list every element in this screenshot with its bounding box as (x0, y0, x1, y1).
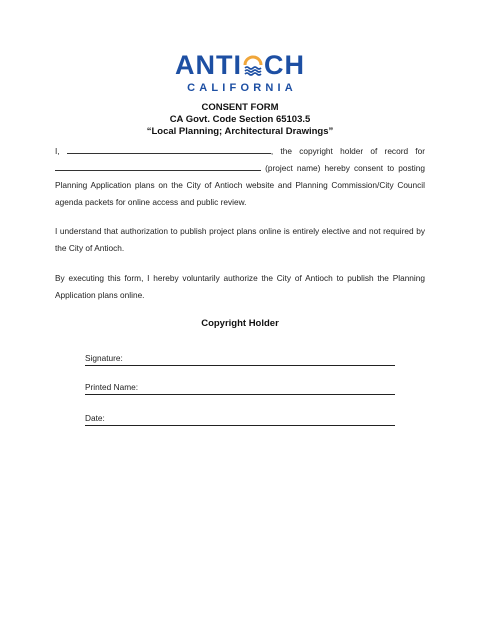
authorization-paragraph: By executing this form, I hereby voluntarily authorize the City of Antioch to publish the Planning Application plans online. (55, 273, 425, 300)
consent-intro: I, (55, 146, 60, 156)
consent-body-text: (project name) hereby consent to posting Planning Application plans on the City of Antioch website and Planning Commission/City Council agenda packets for online access and public review. (55, 163, 425, 207)
holder-name-blank[interactable] (67, 144, 271, 154)
logo-word-left: ANTI (175, 50, 242, 80)
sun-over-waves-icon (242, 54, 264, 76)
antioch-logo (170, 50, 310, 96)
elective-paragraph: I understand that authorization to publish project plans online is entirely elective and not required by the City of Antioch. (55, 226, 425, 253)
logo-wordmark (170, 50, 310, 80)
code-section-title: “Local Planning; Architectural Drawings” (146, 126, 334, 137)
logo-subtitle: CALIFORNIA (187, 82, 297, 94)
printed-name-label: Printed Name: (85, 382, 139, 392)
consent-paragraph (55, 143, 425, 211)
form-title-block (100, 102, 380, 138)
printed-name-field[interactable] (85, 378, 395, 395)
copyright-holder-heading: Copyright Holder (201, 318, 279, 329)
consent-holder-text: , the copyright holder of record for (270, 146, 425, 156)
logo-word-right: CH (264, 50, 305, 80)
signature-label: Signature: (85, 353, 123, 363)
project-name-blank[interactable] (55, 161, 261, 171)
signature-field[interactable] (85, 349, 395, 366)
date-field[interactable] (85, 409, 395, 426)
date-label: Date: (85, 413, 105, 423)
form-title: CONSENT FORM (201, 102, 279, 113)
code-section: CA Govt. Code Section 65103.5 (169, 114, 311, 125)
